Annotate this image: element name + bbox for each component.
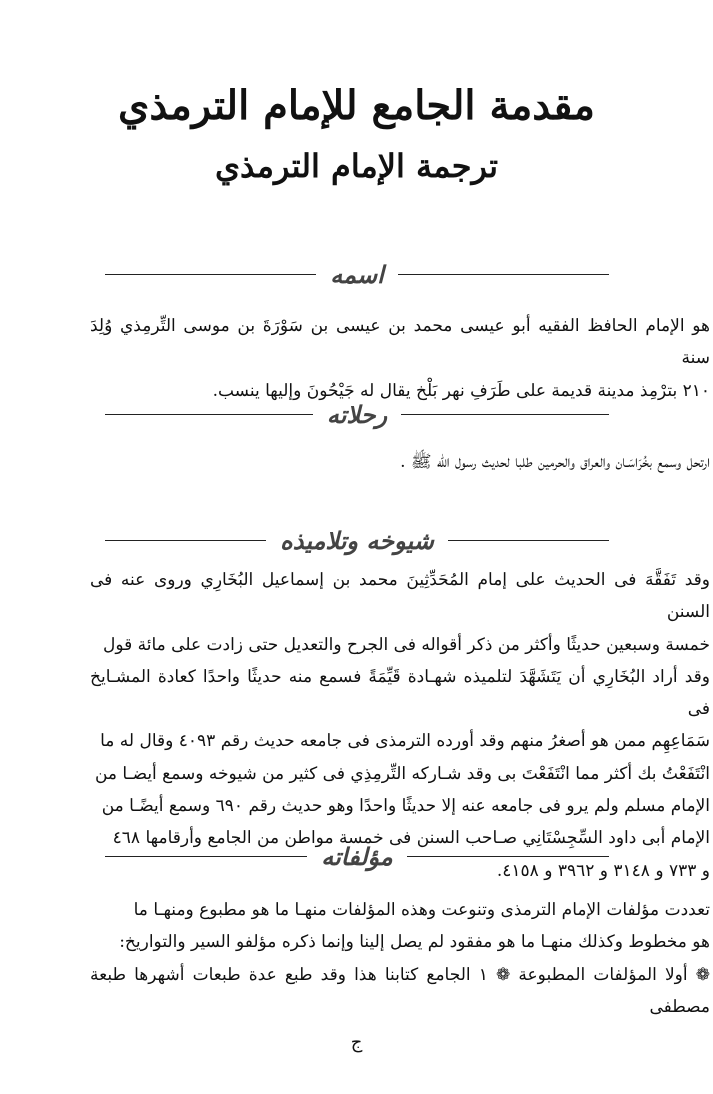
text-line: تعددت مؤلفات الإمام الترمذى وتنوعت وهذه المؤلفات منهـا ما هو مطبوع ومنهـا ما [133, 900, 710, 920]
heading-rule-left [105, 540, 266, 541]
text-line: الإمام أبى داود السِّجِسْتَانِي صـاحب السنن فى خمسة مواطن من الجامع وأرقامها ٤٦٨ [112, 828, 710, 849]
section-heading-label: رحلاته [326, 399, 388, 429]
page-title: مقدمة الجامع للإمام الترمذي [118, 82, 595, 129]
heading-rule-right [401, 414, 609, 415]
section-heading-label: مؤلفاته [321, 841, 393, 871]
heading-rule-left [105, 856, 307, 857]
text-line: انْتَفَعْتُ بك أكثر مما انْتَفَعْتَ بى وقد شـاركه التِّرمِذِي فى كثير من شيوخه وسمع أيضـا من [94, 763, 710, 784]
text-line: سَمَاعِهِم ممن هو أصغرُ منهم وقد أورده الترمذى فى جامعه حديث رقم ٤٠٩٣ وقال له ما [100, 731, 710, 752]
text-line: هو الإمام الحافظ الفقيه أبو عيسى محمد بن عيسى بن سَوْرَةَ بن موسى التِّرمِذي وُلِدَ سنة [90, 316, 710, 369]
text-line: الإمام مسلم ولم يرو فى جامعه عنه إلا حديثًا واحدًا وهو حديث رقم ٦٩٠ وسمع أيضًـا من [101, 796, 710, 817]
heading-rule-left [105, 414, 313, 415]
page-subtitle: ترجمة الإمام الترمذي [214, 147, 499, 185]
section-heading-name [105, 254, 609, 294]
text-line: ❁ أولا المؤلفات المطبوعة ❁ ١ الجامع كتابنا هذا وقد طبع عدة طبعات أشهرها طبعة مصطفى [90, 964, 710, 1017]
text-line: ٢١٠ بترْمِذ مدينة قديمة على طَرَفِ نهر بَلْخ يقال له جَيْحُونَ وإليها ينسب. [212, 380, 710, 401]
heading-rule-right [448, 540, 609, 541]
text-line: هو مخطوط وكذلك منهـا ما هو مفقود لم يصل إلينا وإنما ذكره مؤلفو السير والتواريخ: [119, 932, 710, 953]
title-block [0, 78, 713, 190]
text-line: خمسة وسبعين حديثًا وأكثر من ذكر أقواله فى الجرح والتعديل حتى زادت على مائة قول [102, 634, 710, 655]
section-heading-teachers [105, 520, 609, 560]
section-paragraph-works [90, 894, 710, 1023]
heading-rule-right [407, 856, 609, 857]
section-heading-label: اسمه [330, 259, 384, 289]
heading-rule-right [398, 274, 609, 275]
page-number: ج [350, 1032, 363, 1053]
section-paragraph-travels [90, 446, 710, 478]
text-line: وقد أراد البُخَارِي أن يَتَشَهَّدَ لتلميذه شهـادة قَيِّمَةً فسمع منه حديثًا واحدًا كعادة المشـايخ فى [90, 666, 710, 720]
section-paragraph-name [90, 310, 710, 407]
section-heading-travels [105, 394, 609, 434]
text-line: و ٧٣٣ و ٣١٤٨ و ٣٩٦٢ و ٤١٥٨. [496, 860, 710, 881]
text-line: وقد تَفَقَّهَ فى الحديث على إمام المُحَدِّثِينَ محمد بن إسماعيل البُخَارِي وروى عنه فى السنن [90, 570, 710, 623]
section-heading-works [105, 836, 609, 876]
heading-rule-left [105, 274, 316, 275]
text-line: ارتحل وسمع بخُرَاسَـان والعراق والحرمين طلبا لحديث رسول الله ﷺ . [400, 452, 710, 472]
section-heading-label: شيوخه وتلاميذه [280, 525, 434, 555]
